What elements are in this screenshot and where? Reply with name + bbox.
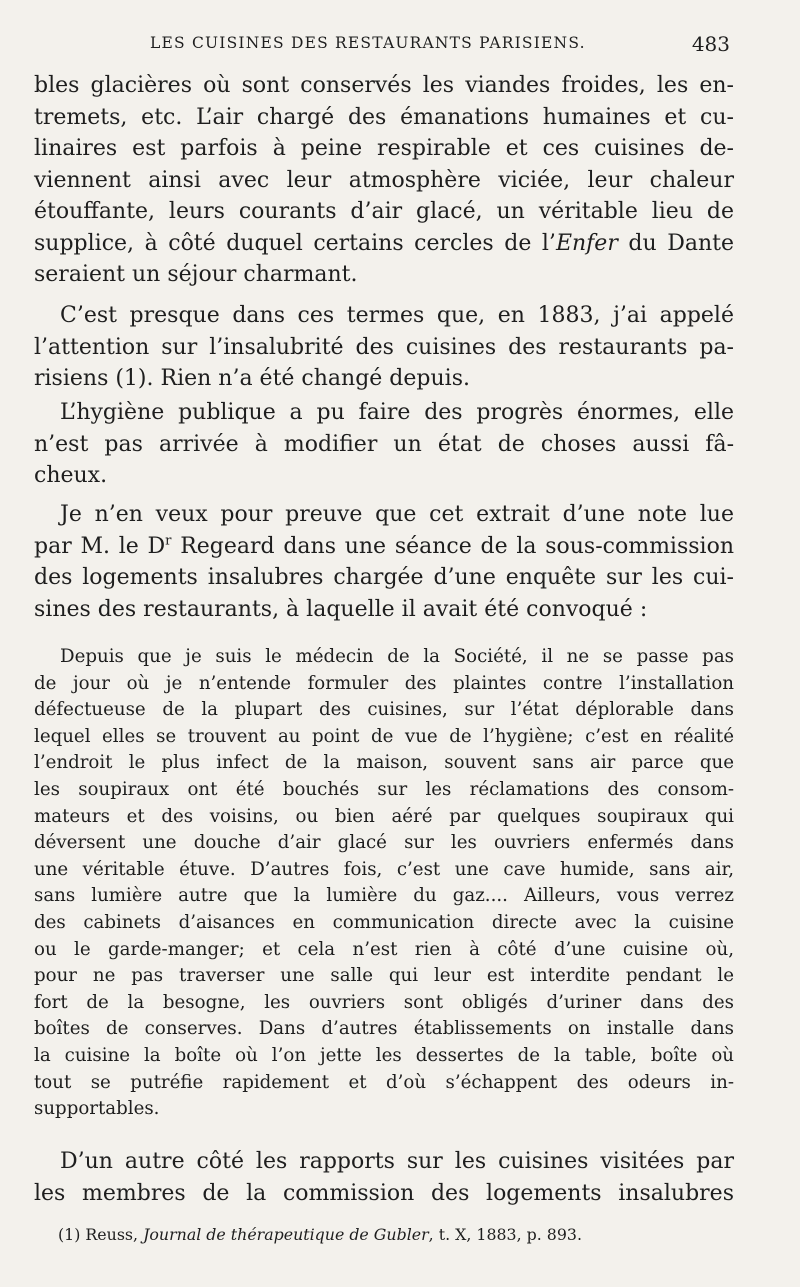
text-line: bles glacières où sont conservés les viandes froides, les en- — [34, 73, 734, 98]
text-segment: supplice, à côté duquel certains cercles de l’ — [34, 230, 556, 256]
footnote — [58, 1225, 582, 1244]
page-number: 483 — [691, 32, 730, 56]
text-line: cheux. — [34, 463, 108, 488]
paragraph-1883 — [34, 300, 734, 395]
footnote-journal: Journal de thérapeutique de Gubler — [143, 1225, 429, 1244]
quote-line: tout se putréfie rapidement et d’où s’échappent des odeurs in- — [34, 1071, 734, 1093]
quote-line: défectueuse de la plupart des cuisines, sur l’état déplorable dans — [34, 699, 734, 721]
text-line: viennent ainsi avec leur atmosphère viciée, leur chaleur — [34, 167, 734, 193]
text-line — [34, 531, 734, 563]
quote-line: lequel elles se trouvent au point de vue de l’hygiène; c’est en réalité — [34, 725, 734, 747]
text-line: Je n’en veux pour preuve que cet extrait d’une note lue — [60, 502, 734, 527]
italic-title-enfer: Enfer — [555, 230, 618, 256]
quote-line: boîtes de conserves. Dans d’autres établissements on installe dans — [34, 1018, 734, 1040]
quote-line: l’endroit le plus infect de la maison, souvent sans air parce que — [34, 752, 734, 774]
text-line: seraient un séjour charmant. — [34, 262, 358, 287]
paragraph-regeard — [34, 499, 734, 625]
text-line: étouffante, leurs courants d’air glacé, un véritable lieu de — [34, 199, 734, 224]
block-quotation — [34, 644, 734, 1123]
text-line: D’un autre côté les rapports sur les cuisines visitées par — [60, 1149, 734, 1174]
text-line: C’est presque dans ces termes que, en 1883, j’ai appelé — [60, 303, 734, 328]
quote-line: les soupiraux ont été bouchés sur les réclamations des consom- — [34, 778, 734, 800]
text-segment: par M. le D — [34, 533, 166, 559]
running-title: LES CUISINES DES RESTAURANTS PARISIENS. — [150, 34, 586, 52]
text-line: L’hygiène publique a pu faire des progrès énormes, elle — [60, 400, 734, 425]
superscript-r: r — [165, 533, 172, 549]
quote-line: sans lumière autre que la lumière du gaz.... Ailleurs, vous verrez — [34, 885, 734, 907]
text-line: linaires est parfois à peine respirable et ces cuisines de- — [34, 136, 734, 161]
text-line: n’est pas arrivée à modifier un état de choses aussi fâ- — [34, 431, 734, 457]
text-line: tremets, etc. L’air chargé des émanations humaines et cu- — [34, 104, 734, 130]
quote-line: fort de la besogne, les ouvriers sont obligés d’uriner dans des — [34, 991, 734, 1013]
quote-line: la cuisine la boîte où l’on jette les dessertes de la table, boîte où — [34, 1044, 734, 1066]
text-segment: du Dante — [617, 230, 734, 256]
quote-line: pour ne pas traverser une salle qui leur est interdite pendant le — [34, 965, 734, 987]
quote-line: déversent une douche d’air glacé sur les ouvriers enfermés dans — [34, 832, 734, 854]
footnote-reference: , t. X, 1883, p. 893. — [428, 1225, 582, 1244]
quote-line: de jour où je n’entende formuler des plaintes contre l’installation — [34, 672, 734, 694]
quote-line: ou le garde-manger; et cela n’est rien à côté d’une cuisine où, — [34, 938, 734, 960]
text-segment: Regeard dans une séance de la sous-commission — [171, 533, 734, 559]
quote-line: des cabinets d’aisances en communication directe avec la cuisine — [34, 911, 734, 933]
paragraph-hygiene — [34, 397, 734, 492]
page-header — [150, 34, 730, 58]
text-line: des logements insalubres chargée d’une enquête sur les cui- — [34, 565, 734, 590]
quote-line: Depuis que je suis le médecin de la Société, il ne se passe pas — [60, 646, 734, 667]
text-line: l’attention sur l’insalubrité des cuisines des restaurants pa- — [34, 334, 734, 360]
paragraph-continued — [34, 70, 734, 291]
quote-line: supportables. — [34, 1098, 160, 1120]
footnote-author: (1) Reuss, — [58, 1225, 144, 1244]
text-line — [34, 228, 734, 260]
text-line: sines des restaurants, à laquelle il avait été convoqué : — [34, 596, 648, 622]
quote-line: une véritable étuve. D’autres fois, c’est une cave humide, sans air, — [34, 858, 734, 880]
text-line: les membres de la commission des logements insalubres — [34, 1180, 734, 1206]
paragraph-rapports — [34, 1146, 734, 1209]
quote-line: mateurs et des voisins, ou bien aéré par quelques soupiraux qui — [34, 805, 734, 827]
text-line: risiens (1). Rien n’a été changé depuis. — [34, 366, 470, 391]
